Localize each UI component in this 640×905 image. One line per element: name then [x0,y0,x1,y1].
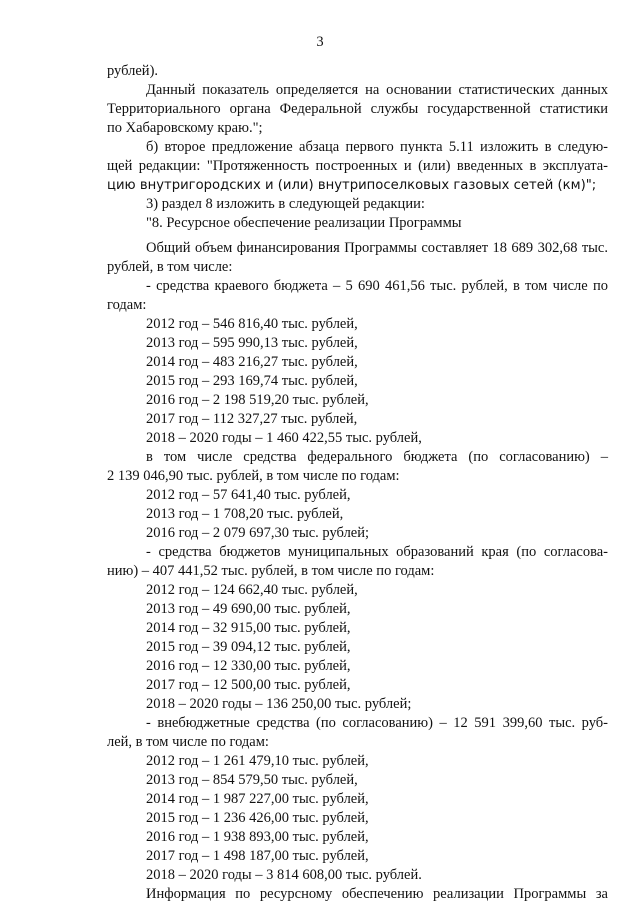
text-line: 3) раздел 8 изложить в следующей редакции: [146,196,425,212]
text-line: лей, в том числе по годам: [107,734,269,750]
list-item: 2017 год – 112 327,27 тыс. рублей, [146,411,358,427]
list-item: 2015 год – 293 169,74 тыс. рублей, [146,373,358,389]
page-number: 3 [316,34,324,50]
list-item: 2018 – 2020 годы – 1 460 422,55 тыс. рублей, [146,430,422,446]
text-line: рублей). [107,63,159,79]
text-line: в том числе средства федерального бюджета (по согласованию) – [146,449,608,465]
text-line: по Хабаровскому краю."; [107,120,263,136]
list-item: 2016 год – 2 079 697,30 тыс. рублей; [146,525,370,541]
list-item: 2014 год – 483 216,27 тыс. рублей, [146,354,358,370]
text-line: Данный показатель определяется на основании статистических данных [146,82,608,98]
list-item: 2015 год – 1 236 426,00 тыс. рублей, [146,810,369,826]
list-item: 2013 год – 854 579,50 тыс. рублей, [146,772,358,788]
list-item: 2013 год – 1 708,20 тыс. рублей, [146,506,344,522]
list-item: 2016 год – 1 938 893,00 тыс. рублей, [146,829,369,845]
text-line: б) второе предложение абзаца первого пункта 5.11 изложить в следую- [146,139,608,155]
list-item: 2014 год – 1 987 227,00 тыс. рублей, [146,791,369,807]
text-line: цию внутригородских и (или) внутрипоселковых газовых сетей (км)"; [107,178,597,193]
list-item: 2012 год – 124 662,40 тыс. рублей, [146,582,358,598]
text-line: Информация по ресурсному обеспечению реализации Программы за [146,886,608,902]
text-line: нию) – 407 441,52 тыс. рублей, в том числе по годам: [107,563,435,579]
list-item: 2013 год – 595 990,13 тыс. рублей, [146,335,358,351]
text-line: Территориального органа Федеральной службы государственной статистики [107,101,608,117]
text-line: - средства краевого бюджета – 5 690 461,56 тыс. рублей, в том числе по [146,278,608,294]
list-item: 2015 год – 39 094,12 тыс. рублей, [146,639,351,655]
text-line: годам: [107,297,147,313]
section-heading: "8. Ресурсное обеспечение реализации Программы [146,215,462,231]
list-item: 2013 год – 49 690,00 тыс. рублей, [146,601,351,617]
list-item: 2016 год – 12 330,00 тыс. рублей, [146,658,351,674]
list-item: 2018 – 2020 годы – 136 250,00 тыс. рублей; [146,696,412,712]
list-item: 2017 год – 12 500,00 тыс. рублей, [146,677,351,693]
text-line: - внебюджетные средства (по согласованию) – 12 591 399,60 тыс. руб- [146,715,608,731]
list-item: 2012 год – 1 261 479,10 тыс. рублей, [146,753,369,769]
list-item: 2016 год – 2 198 519,20 тыс. рублей, [146,392,369,408]
text-line: Общий объем финансирования Программы составляет 18 689 302,68 тыс. [146,240,608,256]
list-item: 2012 год – 546 816,40 тыс. рублей, [146,316,358,332]
list-item: 2014 год – 32 915,00 тыс. рублей, [146,620,351,636]
text-line: щей редакции: "Протяженность построенных и (или) введенных в эксплуата- [107,158,608,174]
text-line: 2 139 046,90 тыс. рублей, в том числе по годам: [107,468,400,484]
text-line: - средства бюджетов муниципальных образований края (по согласова- [146,544,608,560]
list-item: 2017 год – 1 498 187,00 тыс. рублей, [146,848,369,864]
list-item: 2012 год – 57 641,40 тыс. рублей, [146,487,351,503]
list-item: 2018 – 2020 годы – 3 814 608,00 тыс. рублей. [146,867,422,883]
text-line: рублей, в том числе: [107,259,233,275]
